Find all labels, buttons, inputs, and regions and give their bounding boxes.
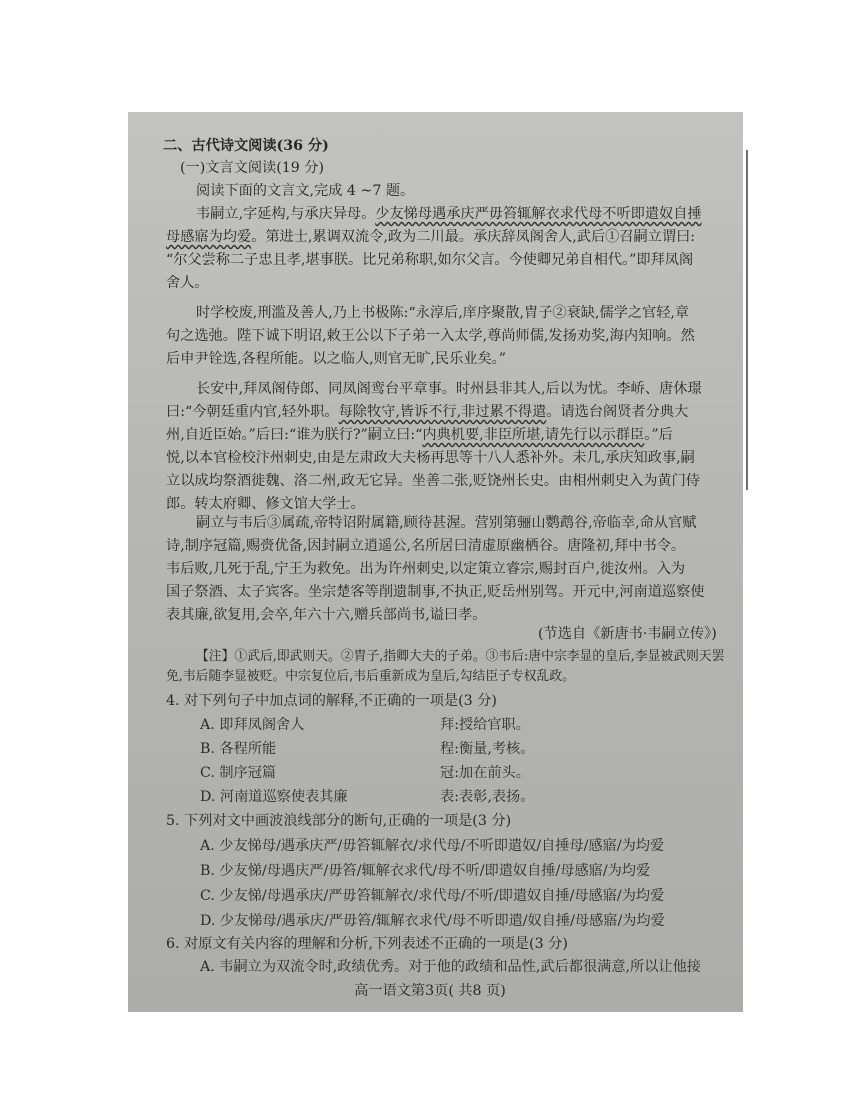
wavy-underlined-text: 每除牧守,皆诉不行,非过累不得遣 bbox=[338, 404, 547, 420]
question-5-option-b: B. 少友悌/母遇庆严/毋笞/辄解衣求代/母不听/即遣奴自捶/母感寤/为均爱 bbox=[200, 863, 651, 879]
passage-line: 韦后败,几死于乱,宁王为救免。出为许州刺史,以定策立睿宗,赐封百户,徙汝州。入为 bbox=[166, 561, 686, 577]
passage-line: 国子祭酒、太子宾客。坐宗楚客等削遗制事,不执正,贬岳州别驾。开元中,河南道巡察使 bbox=[166, 584, 705, 600]
question-4-gloss-a: 拜:授给官职。 bbox=[440, 717, 530, 733]
passage-line: 表其廉,欲复用,会卒,年六十六,赠兵部尚书,谥曰孝。 bbox=[166, 607, 487, 623]
passage-text: 州,自近臣始。”后曰:“谁为朕行?”嗣立曰:“ bbox=[166, 427, 423, 443]
passage-line: 舍人。 bbox=[166, 275, 209, 291]
section-title: 二、古代诗文阅读(36 分) bbox=[163, 138, 329, 154]
passage-line: 郎。转太府卿、修文馆大学士。 bbox=[166, 496, 365, 512]
question-5-option-c: C. 少友悌/母遇承庆/严毋笞辄解衣/求代母/不听/即遣奴自捶/母感寤/为均爱 bbox=[200, 888, 665, 904]
section-subtitle: (一)文言文阅读(19 分) bbox=[180, 160, 325, 176]
question-4-stem: 4. 对下列句子中加点词的解释,不正确的一项是(3 分) bbox=[166, 693, 497, 709]
question-6-option-a: A. 韦嗣立为双流令时,政绩优秀。对于他的政绩和品性,武后都很满意,所以让他接 bbox=[200, 959, 701, 975]
passage-line: 诗,制序冠篇,赐赍优备,因封嗣立逍遥公,名所居曰清虚原幽栖谷。唐隆初,拜中书令。 bbox=[166, 538, 686, 554]
annotation-note: 免,韦后随李显被贬。中宗复位后,韦后重新成为皇后,勾结臣子专权乱政。 bbox=[166, 669, 575, 684]
passage-line: 后申尹铨选,各程所能。以之临人,则官无旷,民乐业矣。” bbox=[166, 351, 506, 367]
passage-line: 悦,以本官检校汴州刺史,由是左肃政大夫杨再思等十八人悉补外。未几,承庆知政事,嗣 bbox=[166, 450, 695, 466]
passage-line bbox=[166, 228, 695, 246]
passage-line bbox=[166, 403, 688, 421]
passage-text: 。”后 bbox=[644, 427, 673, 443]
annotation-note: 【注】①武后,即武则天。②胄子,指卿大夫的子弟。③韦后:唐中宗李显的皇后,李显被武则天罢 bbox=[196, 649, 725, 664]
passage-text: 。请选台阁贤者分典大 bbox=[546, 404, 689, 420]
question-4-option-a: A. 即拜凤阁舍人 bbox=[200, 717, 305, 733]
instruction: 阅读下面的文言文,完成 4 ~7 题。 bbox=[196, 183, 415, 199]
page-footer: 高一语文第3页( 共8 页) bbox=[354, 983, 506, 999]
passage-line: 句之选弛。陛下诚下明诏,敕王公以下子弟一入太学,尊尚师儒,发扬劝奖,海内知响。然 bbox=[166, 328, 695, 344]
question-4-option-d: D. 河南道巡察使表其廉 bbox=[200, 789, 348, 805]
question-6-stem: 6. 对原文有关内容的理解和分析,下列表述不正确的一项是(3 分) bbox=[166, 936, 568, 952]
passage-text: 曰:“今朝廷重内官,轻外职。 bbox=[166, 404, 339, 420]
passage-line: 立以成均祭酒徙魏、洛二州,政无它异。坐善二张,贬饶州长史。由相州刺史入为黄门侍 bbox=[166, 473, 700, 489]
question-5-stem: 5. 下列对文中画波浪线部分的断句,正确的一项是(3 分) bbox=[166, 813, 512, 829]
question-4-gloss-c: 冠:加在前头。 bbox=[440, 765, 530, 781]
passage-text: 。第进士,累调双流令,政为二川最。承庆辞凤阁舍人,武后①召嗣立谓曰: bbox=[251, 229, 696, 245]
passage-line: 长安中,拜凤阁侍郎、同凤阁鸾台平章事。时州县非其人,后以为忧。李峤、唐休璟 bbox=[196, 381, 702, 397]
question-4-gloss-b: 程:衡量,考核。 bbox=[440, 741, 535, 757]
question-4-option-b: B. 各程所能 bbox=[200, 741, 277, 757]
passage-line: 时学校废,刑滥及善人,乃上书极陈:“永淳后,庠序聚散,胄子②衰缺,儒学之官轻,章 bbox=[196, 305, 690, 321]
wavy-underlined-text: 母感寤为均爱 bbox=[166, 229, 252, 245]
passage-line bbox=[196, 205, 702, 223]
question-4-gloss-d: 表:表彰,表扬。 bbox=[440, 789, 535, 805]
passage-source: (节选自《新唐书·韦嗣立传》) bbox=[538, 626, 717, 642]
passage-line: 嗣立与韦后③属疏,帝特诏附属籍,顾待甚渥。营别第骊山鹦鹉谷,帝临幸,命从官赋 bbox=[196, 515, 697, 531]
passage-text: 韦嗣立,字延构,与承庆异母。 bbox=[196, 206, 376, 222]
wavy-underlined-text: 少友悌母遇承庆严毋笞辄解衣求代母不听即遣奴自捶 bbox=[375, 206, 702, 222]
wavy-underlined-text: 内典机要,非臣所堪,请先行以示群臣 bbox=[422, 427, 645, 443]
question-5-option-a: A. 少友悌母/遇承庆严/毋笞辄解衣/求代母/不听即遣奴/自捶母/感寤/为均爱 bbox=[200, 838, 665, 854]
passage-line bbox=[166, 426, 673, 444]
question-4-option-c: C. 制序冠篇 bbox=[200, 765, 277, 781]
passage-line: “尔父尝称二子忠且孝,堪事朕。比兄弟称职,如尔父言。今使卿兄弟自相代。”即拜凤阁 bbox=[166, 252, 694, 268]
question-5-option-d: D. 少友悌母/遇承庆/严毋笞/辄解衣求代/母不听即遣/奴自捶/母感寤/为均爱 bbox=[200, 913, 665, 929]
